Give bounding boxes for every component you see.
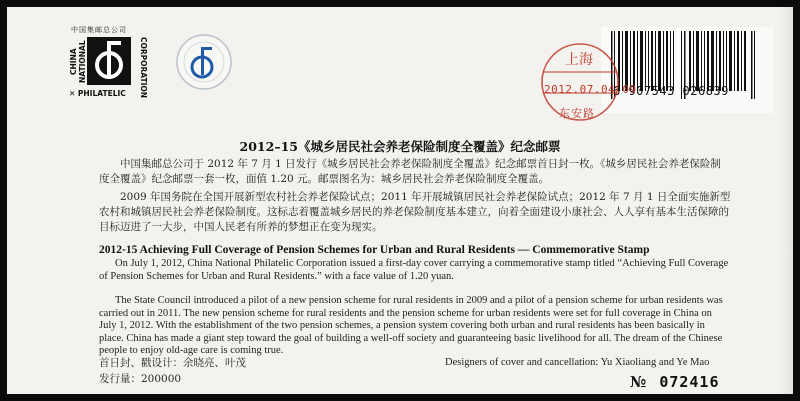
title-chinese: 2012–15《城乡居民社会养老保险制度全覆盖》纪念邮票 <box>239 139 561 154</box>
barcode-digits: 6 907543 026839 <box>613 84 729 98</box>
paragraph-english-2: The State Council introduced a pilot of a new pension scheme for rural residents in 2009 and a pilot of a pension scheme for urban residents was carried out in 2011. The new pension scheme for rural residents and the pension scheme for urban residents were set for full coverage in China on July 1, 2012. With the establishment of the two pension schemes, a pension system covering both urban and rural residents has been basically in place. China has made a giant step toward the goal of building a well-off society and guaranteeing basic livelihood for all. The dream of the Chinese people to enjoy old-age care is coming true. <box>99 295 723 356</box>
serial-number <box>630 373 720 391</box>
paragraph-english-1: On July 1, 2012, China National Philatelic Corporation issued a first-day cover carrying a commemorative stamp titled “Achieving Full Coverage of Pension Schemes for Urban and Rural Residents.” with a face value of 1.20 yuan. <box>99 258 729 282</box>
postmark-office: 东安路 <box>559 107 595 120</box>
issue-quantity: 发行量：200000 <box>99 373 182 385</box>
logo-text-corporation: CORPORATION <box>139 37 148 99</box>
logo-text-philatelic: ✕ PHILATELIC <box>69 89 126 98</box>
logo-text-china-national: CHINA NATIONAL <box>69 40 87 84</box>
logo-chinese-name: 中国集邮总公司 <box>71 26 127 34</box>
title-english: 2012-15 Achieving Full Coverage of Pension Schemes for Urban and Rural Residents — Commemorative Stamp <box>99 244 650 256</box>
round-seal-logo-icon <box>175 33 233 91</box>
postmark-date: 2012.07.04.09 <box>544 83 637 96</box>
designers-english: Designers of cover and cancellation: Yu Xiaoliang and Ye Mao <box>445 357 710 368</box>
serial-label: № <box>630 373 648 391</box>
envelope-back <box>7 7 793 394</box>
postmark-city: 上海 <box>565 52 593 68</box>
paragraph-chinese-2: 2009 年国务院在全国开展新型农村社会养老保险试点；2011 年开展城镇居民社会养老保险试点；2012 年 7 月 1 日全面实施新型农村和城镇居民社会养老保险制度。这标志着覆盖城乡居民的养老保险制度基本建立，向着全面建设小康社会、人人享有基本生活保障的目标迈进了一大步，中国人民老有所养的梦想正在变为现实。 <box>99 191 731 233</box>
cnpc-logo-icon <box>87 37 131 85</box>
designers-chinese: 首日封、戳设计：余晓亮、叶茂 <box>99 357 246 369</box>
paragraph-chinese-1: 中国集邮总公司于 2012 年 7 月 1 日发行《城乡居民社会养老保险制度全覆盖》纪念邮票首日封一枚。《城乡居民社会养老保险制度全覆盖》纪念邮票一套一枚，面值 1.20 元。邮票图名为：城乡居民社会养老保险制度全覆盖。 <box>99 158 721 185</box>
serial-value: 072416 <box>659 373 720 391</box>
